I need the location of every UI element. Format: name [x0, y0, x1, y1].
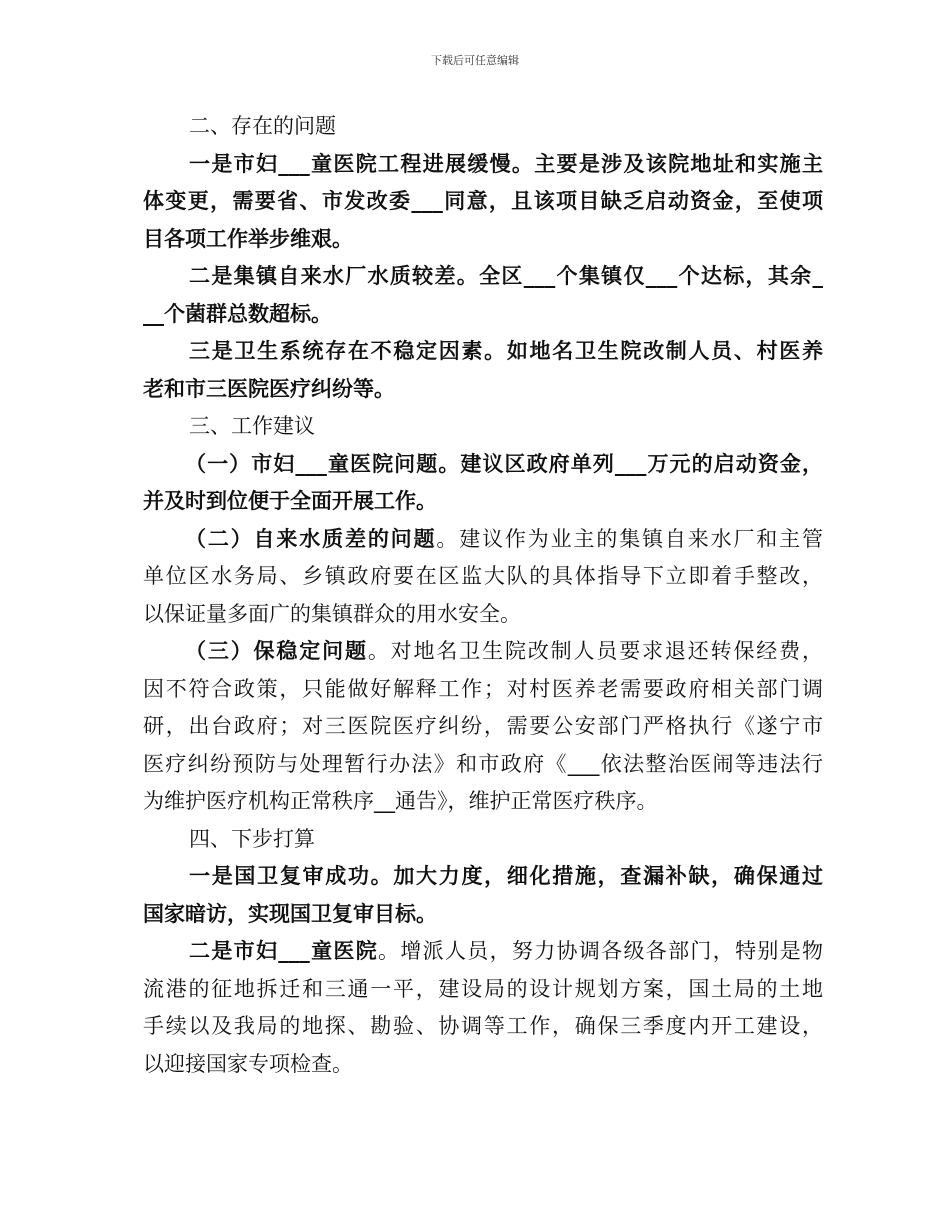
lead-phrase: 二是市妇___童医院 [189, 939, 379, 963]
paragraph-line [143, 933, 823, 971]
paragraph-line: __个菌群总数超标。 [143, 301, 332, 326]
document-body [143, 108, 823, 1083]
paragraph-line: 老和市三医院医疗纠纷等。 [143, 376, 395, 401]
paragraph-line: 国家暗访，实现国卫复审目标。 [143, 901, 437, 926]
lead-phrase: （二）自来水质差的问题 [185, 526, 437, 551]
paragraph-line: 为维护医疗机构正常秩序__通告》，维护正常医疗秩序。 [143, 789, 658, 813]
paragraph-line [143, 633, 823, 671]
section-heading-next-steps: 四、下步打算 [189, 826, 315, 851]
line-text: 。建议作为业主的集镇自来水厂和主管 [436, 526, 824, 551]
paragraph-line: 手续以及我局的地探、勘验、协调等工作，确保三季度内开工建设， [143, 1014, 823, 1038]
section-heading-problems: 二、存在的问题 [189, 114, 336, 138]
paragraph-line: 并及时到位便于全面开展工作。 [143, 489, 437, 513]
paragraph-line: 以保证量多面广的集镇群众的用水安全。 [143, 601, 521, 626]
paragraph-line: 二是集镇自来水厂水质较差。全区___个集镇仅___个达标，其余_ [189, 264, 823, 288]
paragraph-line: 三是卫生系统存在不稳定因素。如地名卫生院改制人员、村医养 [189, 339, 823, 363]
paragraph-line: （一）市妇___童医院问题。建议区政府单列___万元的启动资金， [185, 451, 823, 476]
paragraph-line: 体变更，需要省、市发改委___同意，且该项目缺乏启动资金，至使项 [143, 189, 823, 213]
line-text: 。对地名卫生院改制人员要求退还转保经费， [367, 639, 824, 663]
lead-phrase: （三）保稳定问题 [185, 639, 368, 663]
paragraph-line: 流港的征地拆迁和三通一平，建设局的设计规划方案，国土局的土地 [143, 976, 823, 1001]
paragraph-line: 一是市妇___童医院工程进展缓慢。主要是涉及该院地址和实施主 [189, 151, 823, 176]
paragraph-line: 单位区水务局、乡镇政府要在区监大队的具体指导下立即着手整改， [143, 564, 823, 588]
paragraph-line: 因不符合政策，只能做好解释工作；对村医养老需要政府相关部门调 [143, 676, 823, 701]
paragraph-line: 一是国卫复审成功。加大力度，细化措施，查漏补缺，确保通过 [189, 864, 823, 888]
section-heading-suggestions: 三、工作建议 [189, 414, 315, 438]
paragraph-line: 目各项工作举步维艰。 [143, 226, 353, 251]
paragraph-line: 以迎接国家专项检查。 [143, 1051, 353, 1076]
paragraph-line: 医疗纠纷预防与处理暂行办法》和市政府《___依法整治医闹等违法行 [143, 751, 823, 776]
line-text: 。增派人员，努力协调各级各部门，特别是物 [378, 939, 824, 963]
paragraph-line: 研，出台政府；对三医院医疗纠纷，需要公安部门严格执行《遂宁市 [143, 714, 823, 738]
paragraph-line [143, 521, 823, 559]
page-header-note: 下载后可任意编辑 [431, 54, 519, 67]
